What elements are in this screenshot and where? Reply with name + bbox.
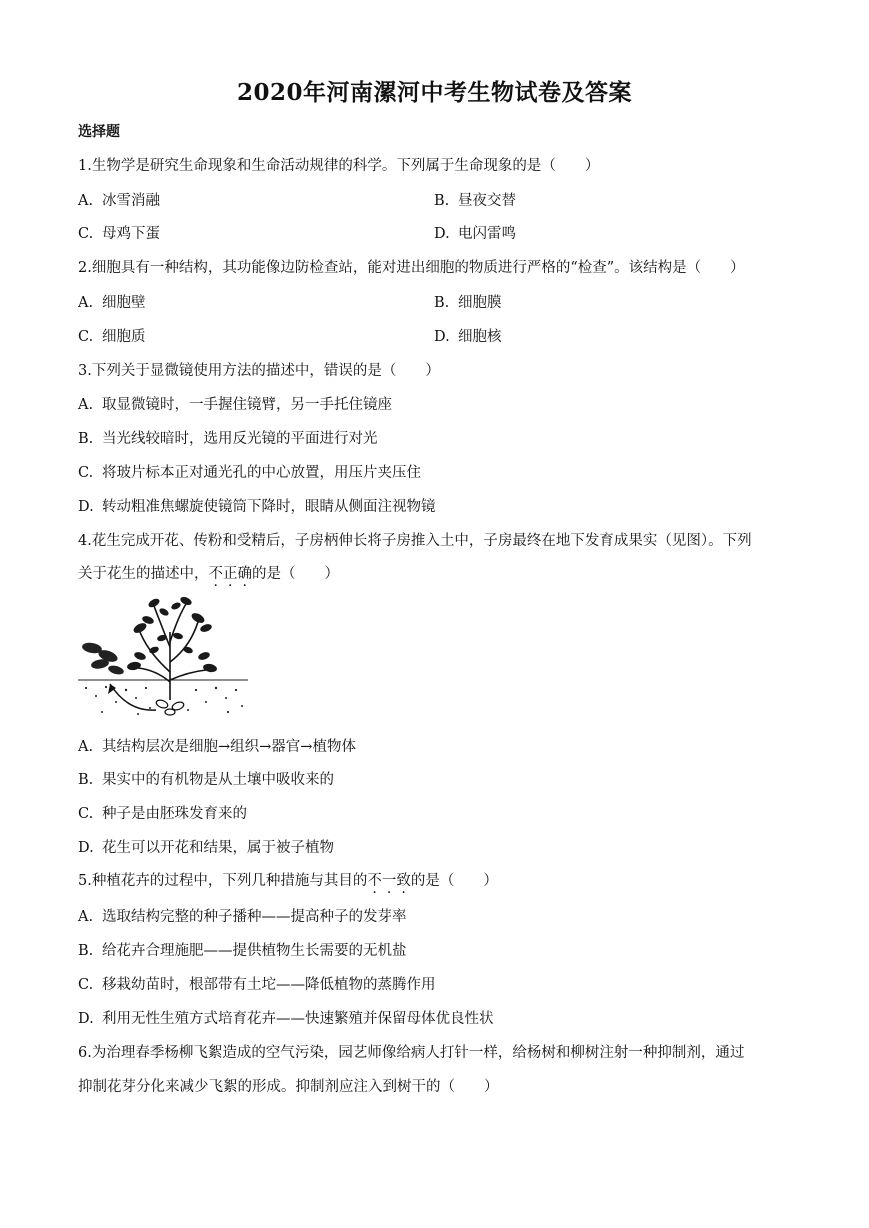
- q2-option-a: A. 细胞壁: [78, 295, 146, 311]
- q3-option-c: C. 将玻片标本正对通光孔的中心放置，用压片夹压住: [78, 465, 421, 481]
- q5-stem: 5.种植花卉的过程中，下列几种措施与其目的不一致的是（ ）: [78, 873, 498, 889]
- q1-option-b: B. 昼夜交替: [434, 193, 516, 209]
- q6-stem-line1: 6.为治理春季杨柳飞絮造成的空气污染，园艺师像给病人打针一样，给杨树和柳树注射一种抑制剂，通过: [78, 1045, 745, 1061]
- section-heading: 选择题: [78, 124, 120, 140]
- q1-option-a: A. 冰雪消融: [78, 193, 160, 209]
- q1-option-c: C. 母鸡下蛋: [78, 226, 160, 242]
- q3-option-b: B. 当光线较暗时，选用反光镜的平面进行对光: [78, 431, 378, 447]
- harvested-pods: [81, 641, 124, 676]
- page-title: 2020年河南漯河中考生物试卷及答案: [236, 79, 632, 106]
- q4-stem-line2: 关于花生的描述中，不正确的是（ ）: [78, 566, 339, 582]
- q2-option-d: D. 细胞核: [434, 329, 502, 345]
- q4-option-d: D. 花生可以开花和结果，属于被子植物: [78, 840, 334, 856]
- q4-stem-line1: 4.花生完成开花、传粉和受精后，子房柄伸长将子房推入土中，子房最终在地下发育成果实（见图）。下列: [78, 533, 752, 549]
- q1-stem: 1.生物学是研究生命现象和生命活动规律的科学。下列属于生命现象的是（ ）: [78, 158, 600, 174]
- q4-option-c: C. 种子是由胚珠发育来的: [78, 806, 247, 822]
- q3-option-d: D. 转动粗准焦螺旋使镜筒下降时，眼睛从侧面注视物镜: [78, 499, 436, 515]
- q5-option-d: D. 利用无性生殖方式培育花卉——快速繁殖并保留母体优良性状: [78, 1011, 494, 1027]
- q4-option-a: A. 其结构层次是细胞→组织→器官→植物体: [78, 739, 356, 755]
- q5-option-a: A. 选取结构完整的种子播种——提高种子的发芽率: [78, 909, 407, 925]
- q5-option-b: B. 给花卉合理施肥——提供植物生长需要的无机盐: [78, 943, 407, 959]
- q4-option-b: B. 果实中的有机物是从土壤中吸收来的: [78, 772, 334, 788]
- q3-option-a: A. 取显微镜时，一手握住镜臂，另一手托住镜座: [78, 397, 392, 413]
- peanut-plant-figure: [78, 592, 248, 720]
- q2-option-b: B. 细胞膜: [434, 295, 502, 311]
- q6-stem-line2: 抑制花芽分化来减少飞絮的形成。抑制剂应注入到树干的（ ）: [78, 1079, 499, 1095]
- soil-area: [78, 680, 248, 718]
- q2-option-c: C. 细胞质: [78, 329, 146, 345]
- q1-option-d: D. 电闪雷鸣: [434, 226, 516, 242]
- q5-option-c: C. 移栽幼苗时，根部带有土坨——降低植物的蒸腾作用: [78, 977, 436, 993]
- q3-stem: 3.下列关于显微镜使用方法的描述中，错误的是（ ）: [78, 363, 440, 379]
- q2-stem: 2.细胞具有一种结构，其功能像边防检查站，能对进出细胞的物质进行严格的“检查”。该结构是（ ）: [78, 260, 745, 276]
